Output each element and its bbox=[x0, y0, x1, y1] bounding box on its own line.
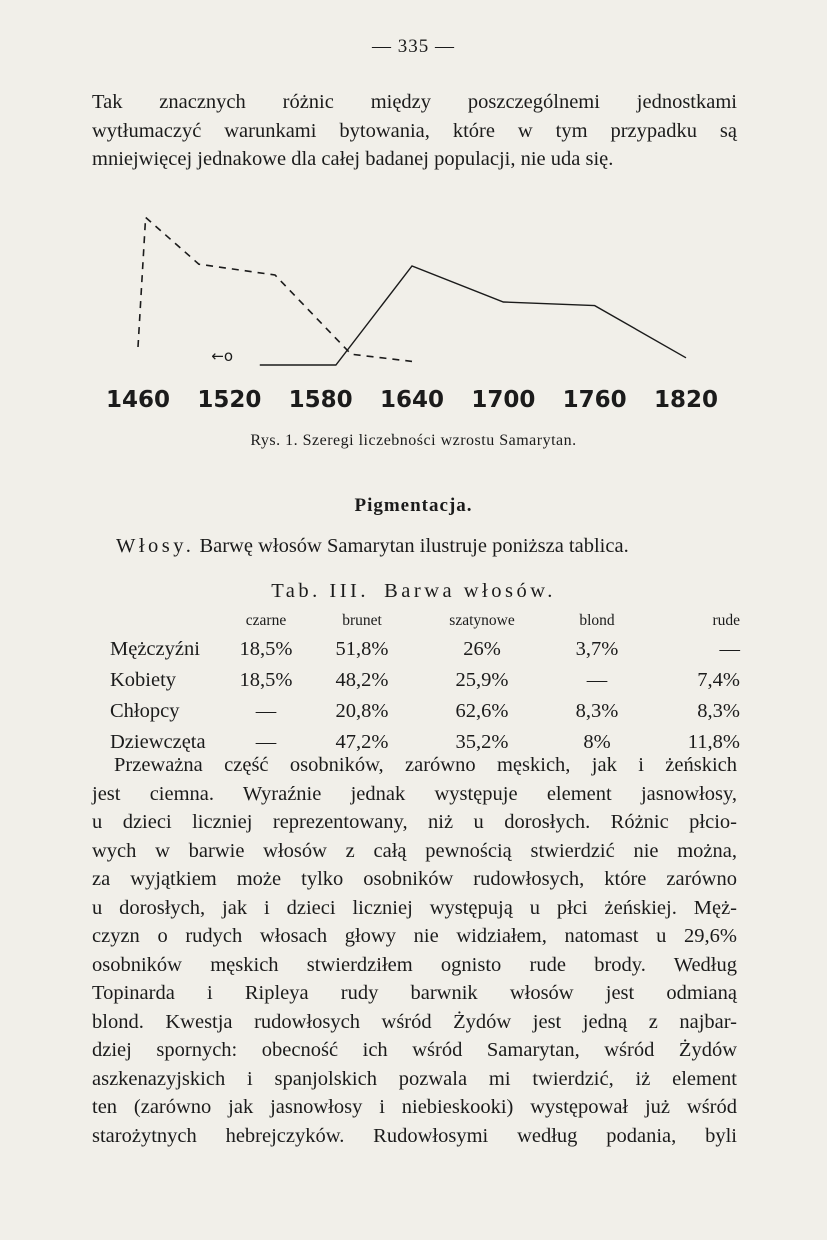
table-cell: 62,6% bbox=[455, 700, 509, 722]
table-cell: 3,7% bbox=[575, 638, 619, 660]
table-cell: 35,2% bbox=[455, 731, 509, 753]
hair-color-table bbox=[110, 612, 740, 758]
x-tick-label: 1760 bbox=[562, 387, 627, 413]
body-line: ten (zarówno jak jasnowłosy i niebieskooki) występował już wśród bbox=[92, 1096, 737, 1118]
body-line: Przeważna część osobników, zarówno męskich, jak i żeńskich bbox=[114, 754, 737, 776]
table-cell: 26% bbox=[463, 638, 501, 660]
table-cell: 48,2% bbox=[335, 669, 389, 691]
body-line: osobników męskich stwierdziłem ognisto rude brody. Według bbox=[92, 953, 737, 976]
table-title bbox=[0, 580, 827, 603]
body-line: aszkenazyjskich i spanjolskich pozwala mi twierdzić, iż element bbox=[92, 1067, 737, 1090]
row-label: Mężczyźni bbox=[110, 638, 200, 660]
table-cell: 7,4% bbox=[697, 669, 740, 691]
x-tick-label: 1460 bbox=[105, 387, 171, 413]
table-cell: 8% bbox=[583, 731, 611, 753]
body-line: Topinarda i Ripleya rudy barwnik włosów jest odmianą bbox=[92, 982, 737, 1004]
marker-glyph: ←o bbox=[211, 347, 234, 365]
section-heading: Pigmentacja. bbox=[354, 495, 473, 516]
table-cell: — bbox=[586, 669, 608, 691]
intro-line: mniejwięcej jednakowe dla całej badanej populacji, nie uda się. bbox=[92, 148, 614, 170]
table-cell: 18,5% bbox=[239, 638, 293, 660]
series-line-dashed bbox=[138, 217, 412, 361]
body-line: starożytnych hebrejczyków. Rudowłosymi według podania, byli bbox=[92, 1124, 737, 1147]
hair-intro-line bbox=[116, 535, 736, 558]
table-title-prefix: Tab. III. bbox=[271, 580, 369, 602]
intro-line: wytłumaczyć warunkami bytowania, które w tym przypadku są bbox=[92, 119, 737, 142]
body-line: za wyjątkiem może tylko osobników rudowłosych, które zarówno bbox=[92, 868, 737, 890]
table-row bbox=[110, 634, 740, 665]
page-number: — 335 — bbox=[372, 36, 455, 57]
x-tick-label: 1700 bbox=[471, 387, 536, 413]
body-line: dziej spornych: obecność ich wśród Samarytan, wśród Żydów bbox=[92, 1039, 737, 1061]
intro-paragraph bbox=[92, 88, 737, 174]
intro-line: Tak znacznych różnic między poszczególnemi jednostkami bbox=[92, 91, 737, 113]
table-cell: 47,2% bbox=[335, 731, 389, 753]
x-tick-label: 1820 bbox=[653, 387, 719, 413]
body-line: czyzn o rudych włosach głowy nie widziałem, natomast u 29,6% bbox=[92, 925, 737, 947]
body-paragraph bbox=[92, 751, 737, 1150]
column-header: czarne bbox=[245, 612, 287, 629]
table-cell: 8,3% bbox=[575, 700, 619, 722]
table-header-row bbox=[110, 612, 740, 634]
table-row bbox=[110, 696, 740, 727]
table-cell: — bbox=[255, 700, 277, 722]
hair-intro-label: Włosy. bbox=[116, 535, 195, 557]
body-line: jest ciemna. Wyraźnie jednak występuje element jasnowłosy, bbox=[92, 782, 737, 805]
body-line: u dorosłych, jak i dzieci liczniej występują u płci żeńskiej. Męż- bbox=[92, 896, 737, 919]
x-tick-label: 1520 bbox=[197, 387, 262, 413]
table-row bbox=[110, 665, 740, 696]
header-blank bbox=[110, 612, 230, 634]
row-label: Dziewczęta bbox=[110, 731, 206, 753]
table-cell: 18,5% bbox=[239, 669, 293, 691]
x-tick-label: 1580 bbox=[288, 387, 353, 413]
figure-caption: Rys. 1. Szeregi liczebności wzrostu Samarytan. bbox=[250, 432, 577, 449]
column-header: blond bbox=[579, 612, 615, 629]
body-line: wych w barwie włosów z całą pewnością stwierdzić nie można, bbox=[92, 839, 737, 862]
column-header: szatynowe bbox=[449, 612, 515, 629]
body-line: blond. Kwestja rudowłosych wśród Żydów jest jedną z najbar- bbox=[92, 1010, 737, 1033]
column-header: brunet bbox=[342, 612, 382, 629]
table-cell: 8,3% bbox=[697, 700, 740, 722]
table-cell: — bbox=[255, 731, 277, 753]
table-title-name: Barwa włosów. bbox=[384, 580, 556, 602]
hair-intro-text: Barwę włosów Samarytan ilustruje poniższa tablica. bbox=[199, 535, 629, 557]
body-line: u dzieci liczniej reprezentowany, niż u dorosłych. Różnic płcio- bbox=[92, 811, 737, 833]
table-cell: — bbox=[719, 638, 740, 660]
column-header: rude bbox=[712, 612, 740, 629]
x-tick-label: 1640 bbox=[379, 387, 445, 413]
table-cell: 20,8% bbox=[335, 700, 389, 722]
table-cell: 25,9% bbox=[455, 669, 509, 691]
series-line-solid bbox=[260, 266, 686, 365]
table-cell: 51,8% bbox=[335, 638, 389, 660]
height-distribution-chart bbox=[100, 185, 720, 425]
row-label: Chłopcy bbox=[110, 700, 180, 722]
table-cell: 11,8% bbox=[687, 731, 740, 753]
row-label: Kobiety bbox=[110, 669, 177, 691]
